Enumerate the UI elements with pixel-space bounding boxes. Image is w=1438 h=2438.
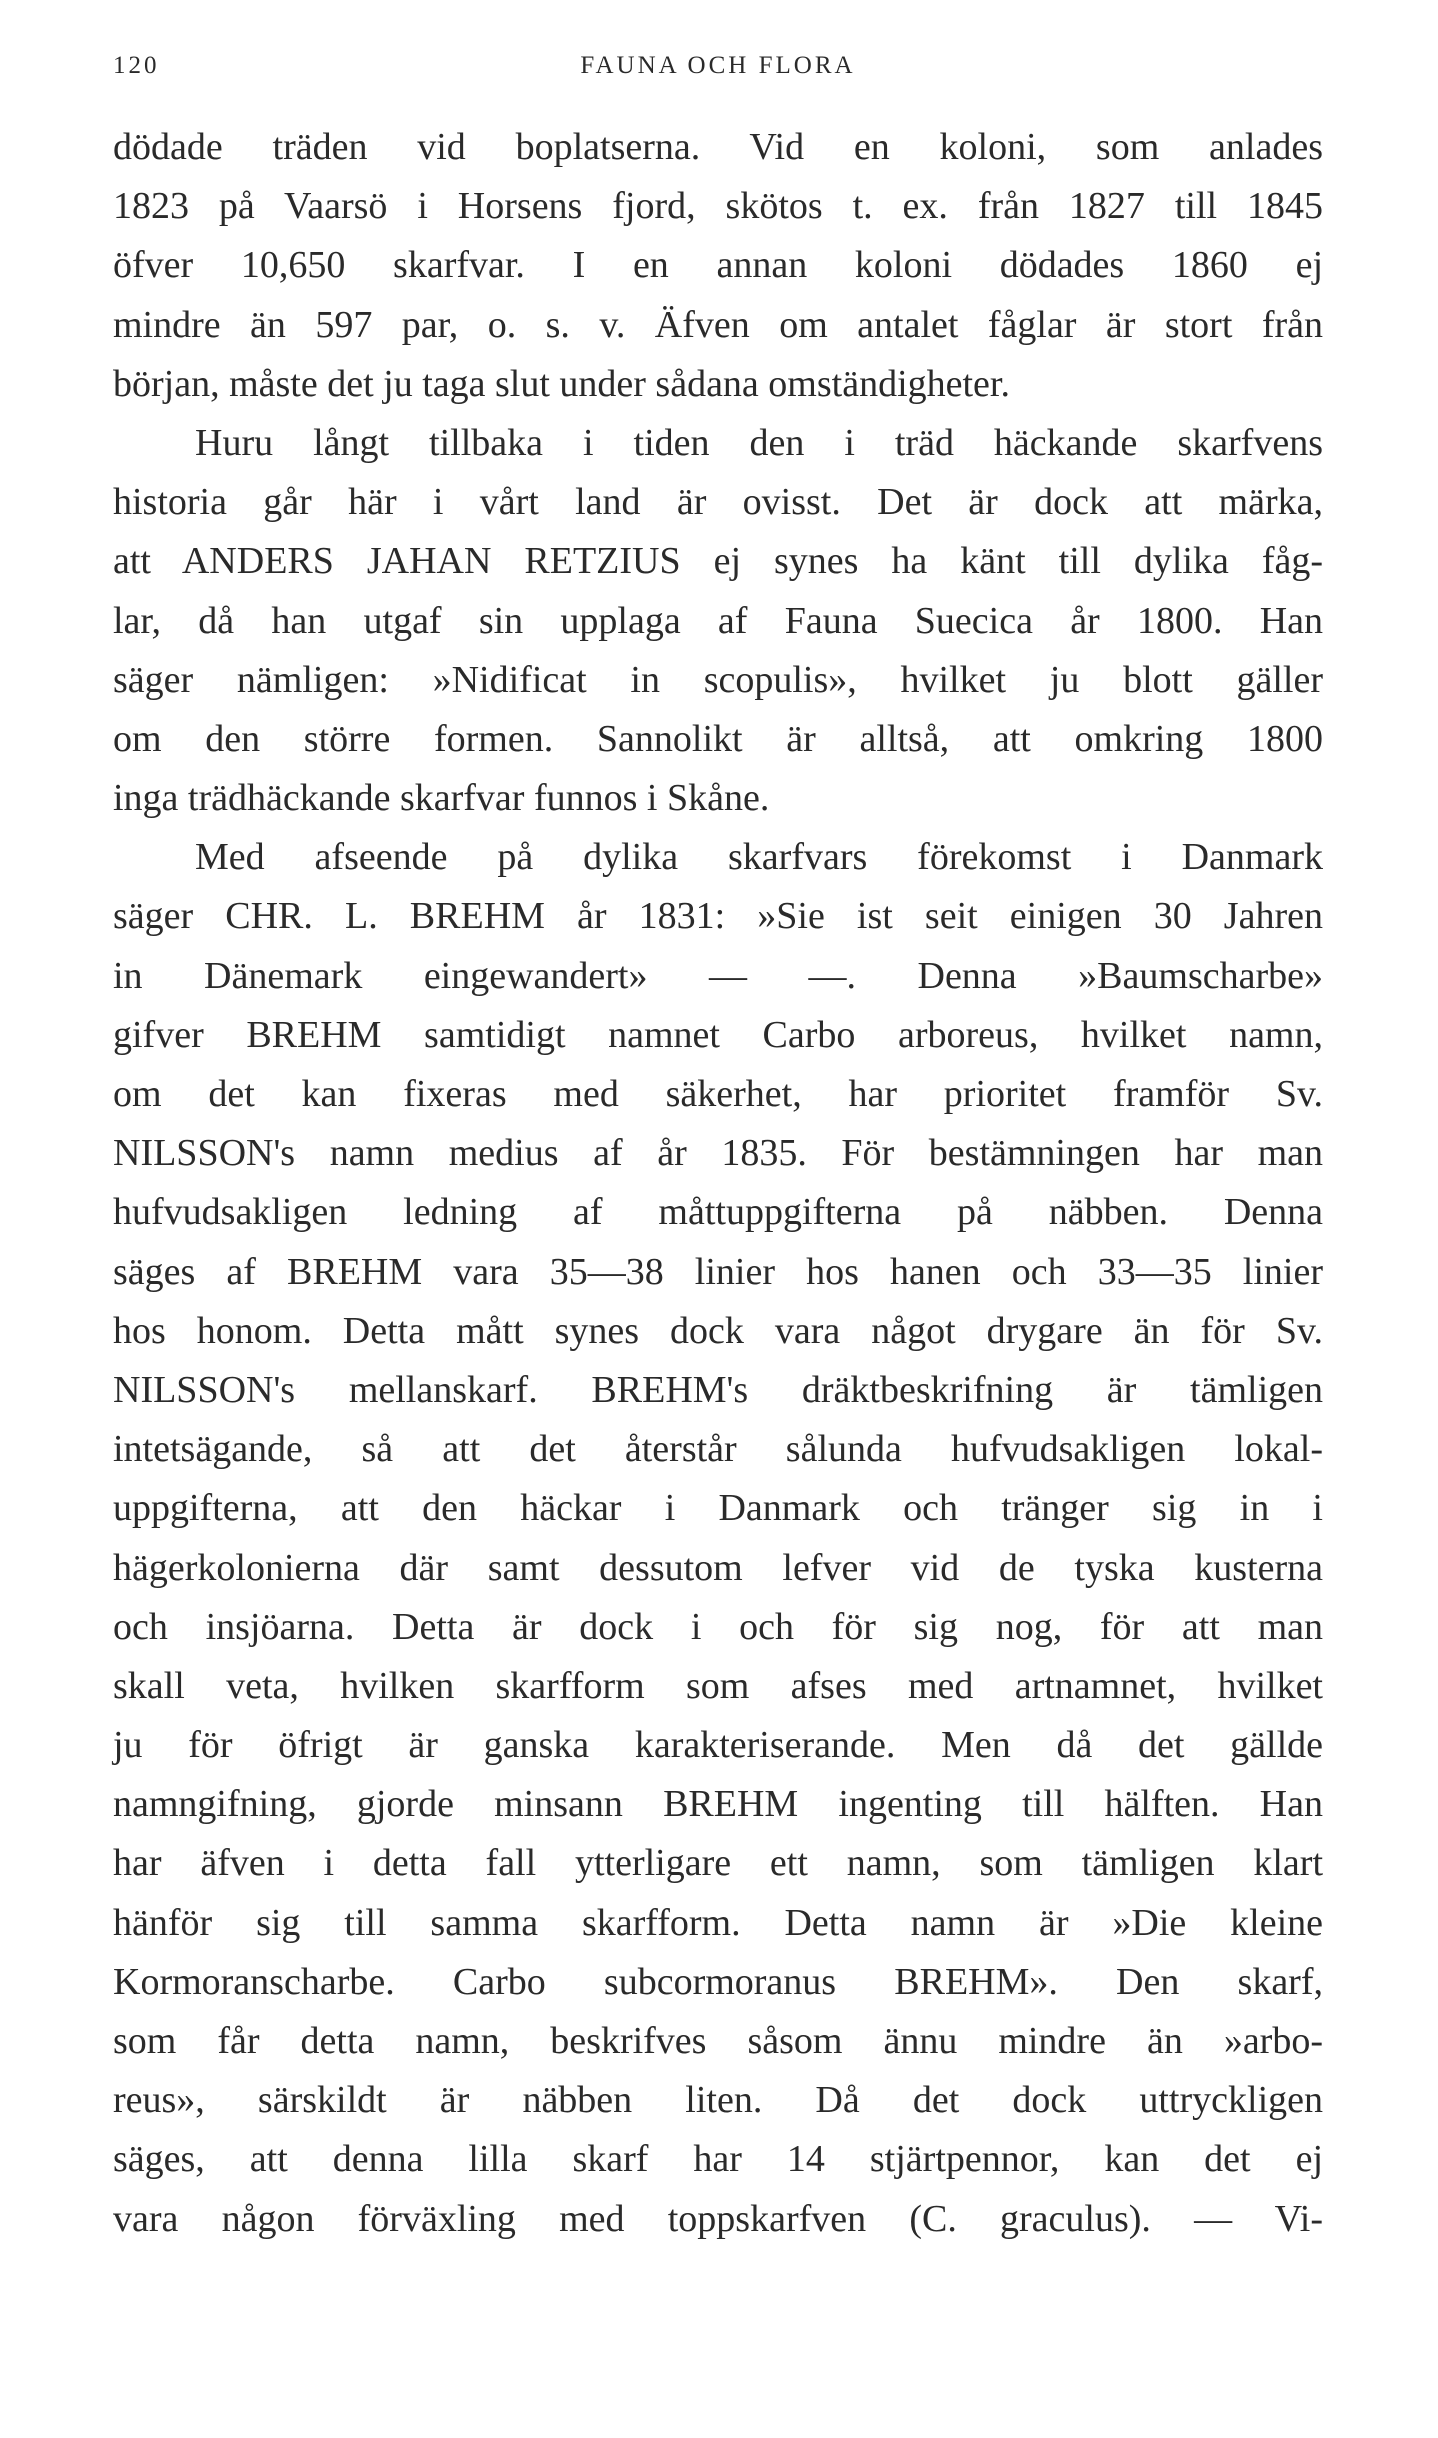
text-line: hos honom. Detta mått synes dock vara något drygare än för Sv.	[113, 1309, 1323, 1352]
text-line: NILSSON's mellanskarf. BREHM's dräktbeskrifning är tämligen	[113, 1368, 1323, 1411]
text-line: att ANDERS JAHAN RETZIUS ej synes ha känt till dylika fåg-	[113, 540, 1323, 583]
text-line: ju för öfrigt är ganska karakteriserande. Men då det gällde	[113, 1724, 1323, 1767]
text-line: öfver 10,650 skarfvar. I en annan koloni dödades 1860 ej	[113, 244, 1323, 287]
text-line: början, måste det ju taga slut under sådana omständigheter.	[113, 362, 1010, 405]
text-line: historia går här i vårt land är ovisst. Det är dock att märka,	[113, 481, 1323, 524]
text-line: uppgifterna, att den häckar i Danmark och tränger sig in i	[113, 1487, 1323, 1530]
text-line: mindre än 597 par, o. s. v. Äfven om antalet fåglar är stort från	[113, 303, 1323, 346]
text-line: NILSSON's namn medius af år 1835. För bestämningen har man	[113, 1132, 1323, 1175]
page-number: 120	[113, 52, 160, 79]
text-line: inga trädhäckande skarfvar funnos i Skåne.	[113, 777, 770, 820]
text-line: säges, att denna lilla skarf har 14 stjärtpennor, kan det ej	[113, 2138, 1323, 2181]
text-line: hufvudsakligen ledning af måttuppgifterna på näbben. Denna	[113, 1191, 1323, 1234]
running-title: FAUNA OCH FLORA	[580, 52, 856, 79]
text-line: säger CHR. L. BREHM år 1831: »Sie ist seit einigen 30 Jahren	[113, 895, 1323, 938]
text-line: och insjöarna. Detta är dock i och för sig nog, för att man	[113, 1605, 1323, 1648]
text-line: Med afseende på dylika skarfvars förekomst i Danmark	[195, 836, 1323, 879]
text-line: säges af BREHM vara 35—38 linier hos hanen och 33—35 linier	[113, 1250, 1323, 1293]
text-line: lar, då han utgaf sin upplaga af Fauna Suecica år 1800. Han	[113, 599, 1323, 642]
text-line: om det kan fixeras med säkerhet, har prioritet framför Sv.	[113, 1073, 1323, 1115]
text-line: dödade träden vid boplatserna. Vid en koloni, som anlades	[113, 126, 1323, 168]
text-line: namngifning, gjorde minsann BREHM ingenting till hälften. Han	[113, 1783, 1323, 1826]
text-line: vara någon förväxling med toppskarfven (C. graculus). — Vi-	[113, 2197, 1323, 2240]
body-text	[113, 118, 1323, 2249]
text-line: reus», särskildt är näbben liten. Då det dock uttryckligen	[113, 2079, 1323, 2122]
text-line: har äfven i detta fall ytterligare ett namn, som tämligen klart	[113, 1842, 1323, 1885]
text-line: hänför sig till samma skarfform. Detta namn är »Die kleine	[113, 1901, 1323, 1944]
text-line: hägerkolonierna där samt dessutom lefver vid de tyska kusterna	[113, 1546, 1323, 1589]
text-line: skall veta, hvilken skarfform som afses med artnamnet, hvilket	[113, 1664, 1323, 1707]
text-line: säger nämligen: »Nidificat in scopulis», hvilket ju blott gäller	[113, 658, 1323, 701]
text-line: in Dänemark eingewandert» — —. Denna »Baumscharbe»	[113, 954, 1323, 997]
page-header	[113, 52, 1323, 92]
text-line: gifver BREHM samtidigt namnet Carbo arboreus, hvilket namn,	[113, 1013, 1323, 1056]
text-line: intetsägande, så att det återstår sålunda hufvudsakligen lokal-	[113, 1428, 1323, 1471]
text-line: om den större formen. Sannolikt är alltså, att omkring 1800	[113, 717, 1323, 760]
text-line: Kormoranscharbe. Carbo subcormoranus BREHM». Den skarf,	[113, 1960, 1323, 2003]
text-line: som får detta namn, beskrifves såsom ännu mindre än »arbo-	[113, 2020, 1323, 2062]
text-line: 1823 på Vaarsö i Horsens fjord, skötos t. ex. från 1827 till 1845	[113, 185, 1323, 228]
text-line: Huru långt tillbaka i tiden den i träd häckande skarfvens	[195, 421, 1323, 464]
